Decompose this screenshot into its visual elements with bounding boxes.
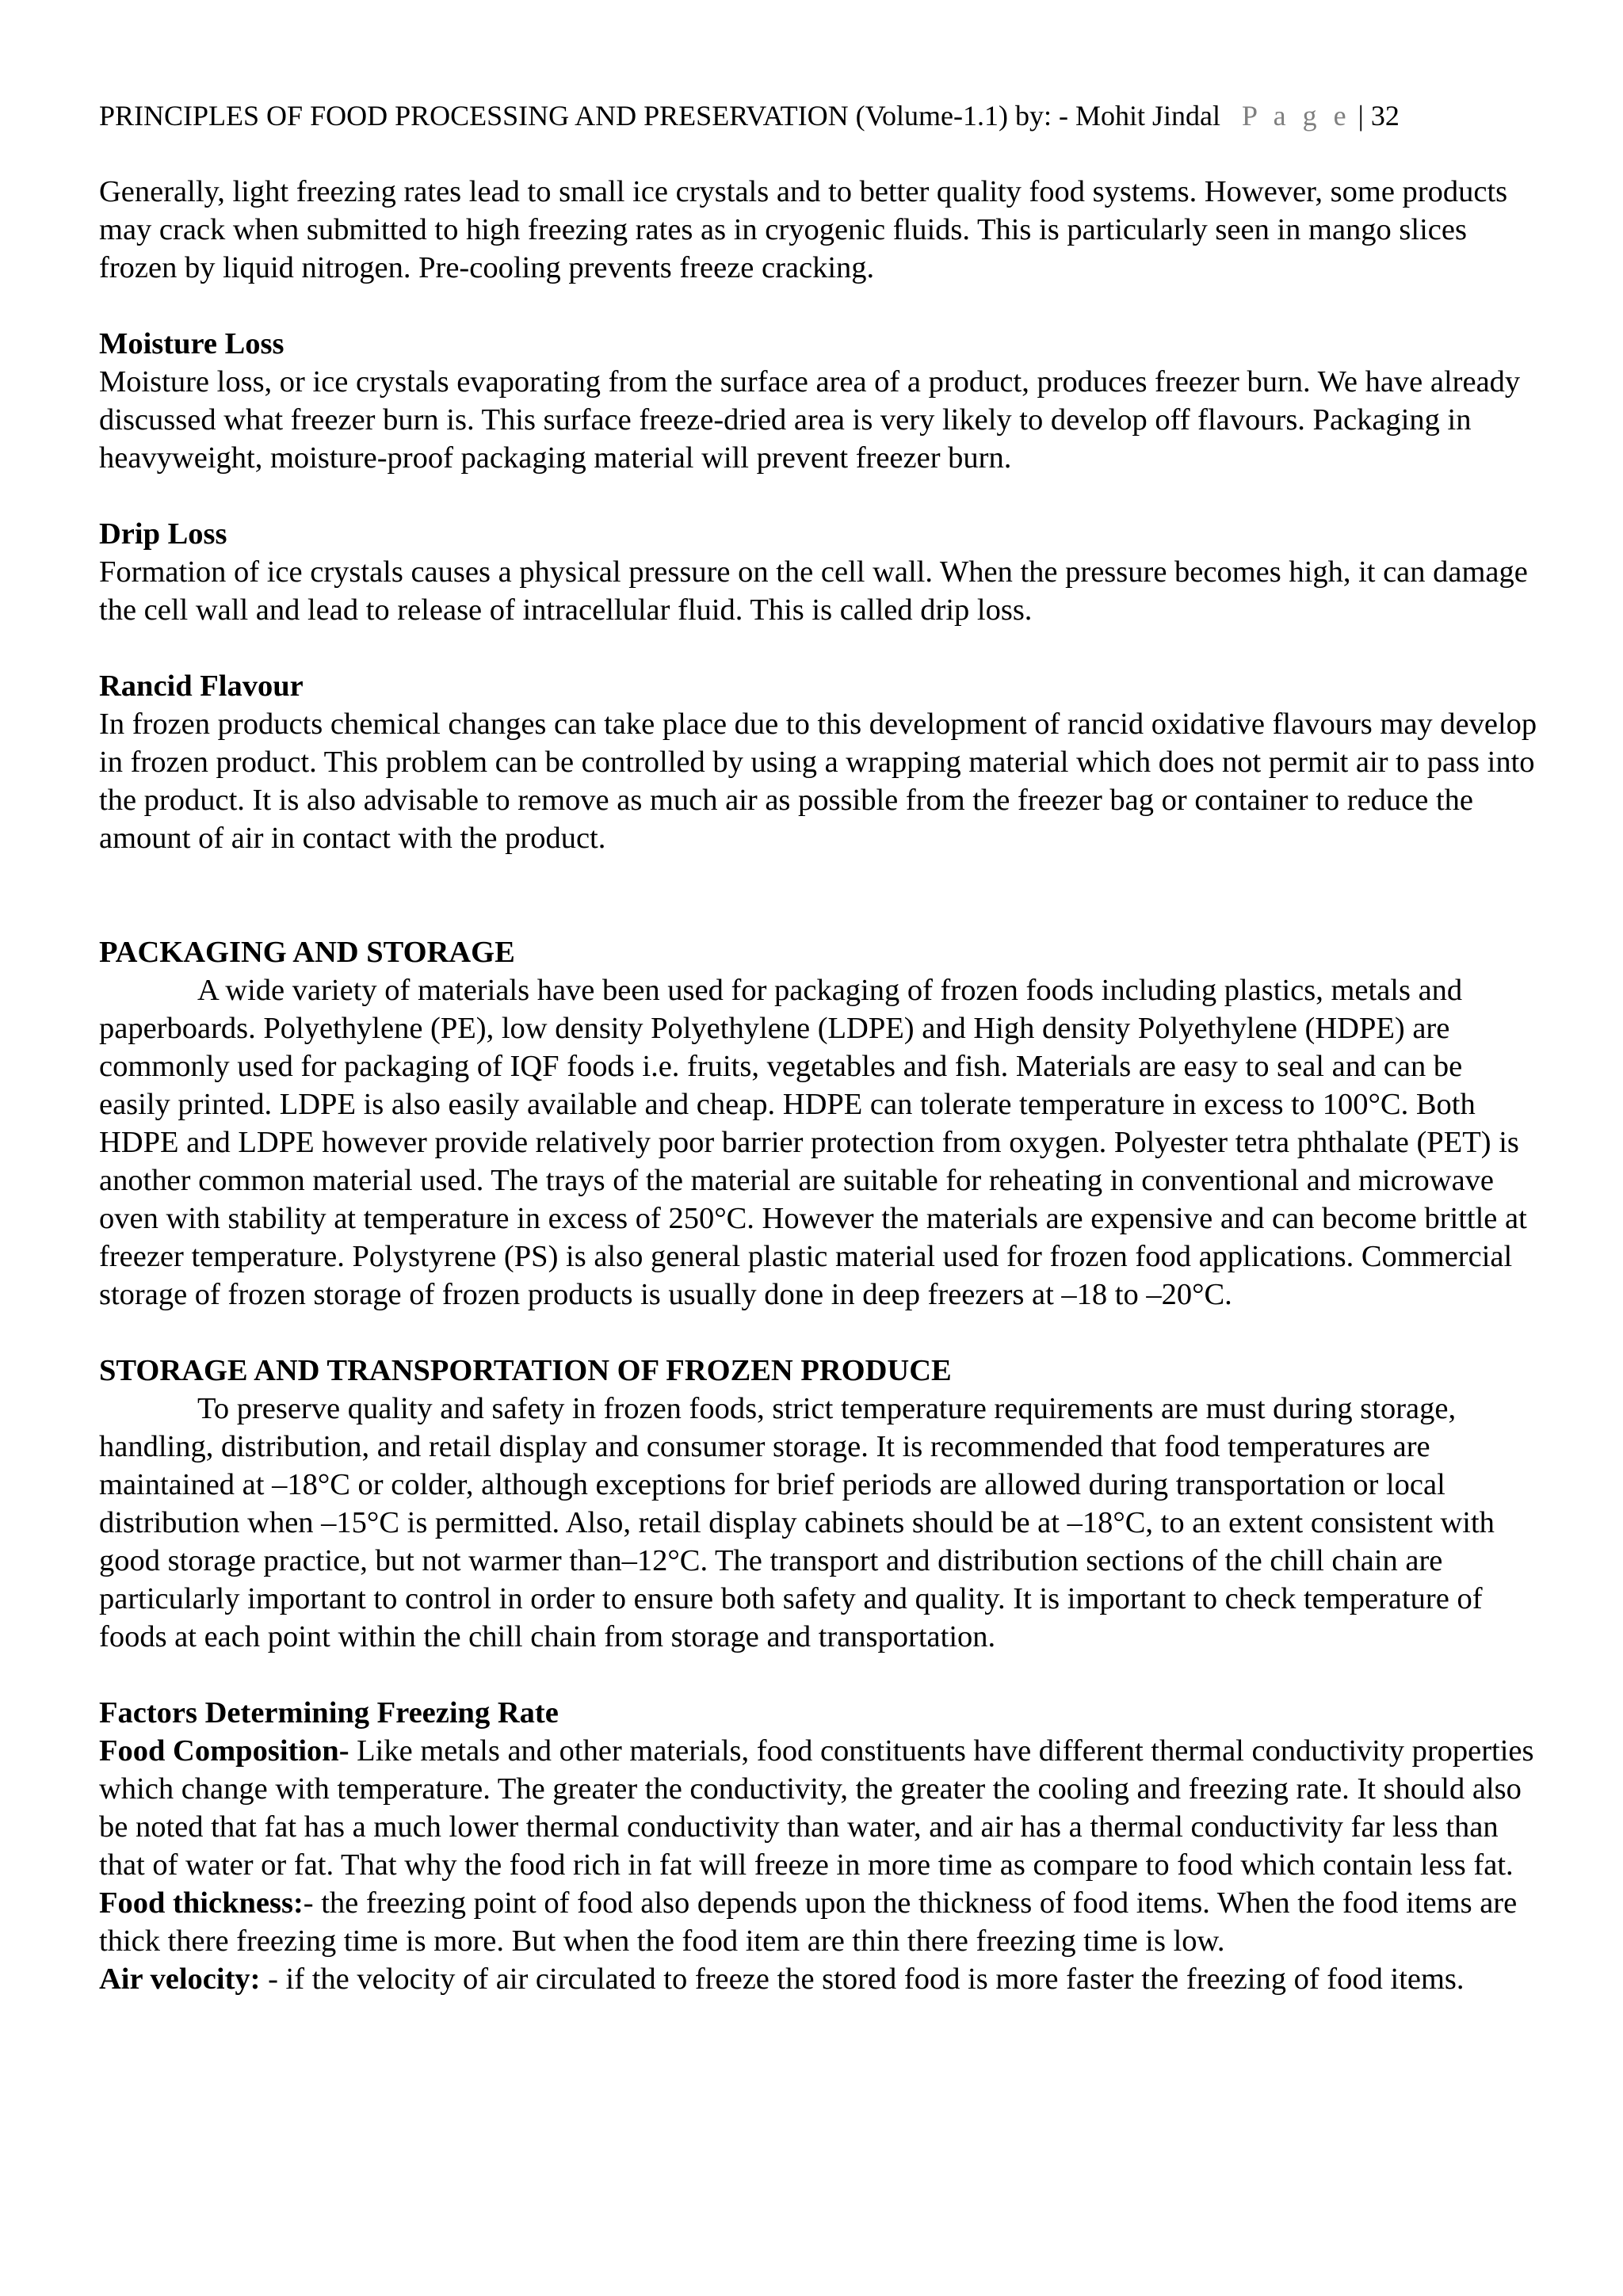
food-composition-text: Like metals and other materials, food constituents have different thermal conductivity properties which change with temperature. The greater the conductivity, the greater the cooling and freezing rate. It should also be noted that fat has a much lower thermal conductivity than water, and air has a thermal conductivity far less than that of water or fat. That why the food rich in fat will freeze in more time as compare to food which contain less fat.	[99, 1734, 1534, 1882]
page-header	[99, 97, 1400, 135]
storage-transportation-paragraph: To preserve quality and safety in frozen foods, strict temperature requirements are must during storage, handling, distribution, and retail display and consumer storage. It is recommended that food temperatures are maintained at –18°C or colder, although exceptions for brief periods are allowed during transportation or local distribution when –15°C is permitted. Also, retail display cabinets should be at –18°C, to an extent consistent with good storage practice, but not warmer than–12°C. The transport and distribution sections of the chill chain are particularly important to control in order to ensure both safety and quality. It is important to check temperature of foods at each point within the chill chain from storage and transportation.	[99, 1392, 1495, 1653]
storage-transportation-heading-text: STORAGE AND TRANSPORTATION OF FROZEN PRODUCE	[99, 1354, 952, 1387]
header-page-separator: |	[1350, 100, 1371, 132]
rancid-flavour-heading-text: Rancid Flavour	[99, 669, 304, 703]
spacer	[99, 1314, 1537, 1352]
food-composition-paragraph	[99, 1732, 1537, 1884]
freezing-rate-factors-heading	[99, 1694, 1537, 1732]
freezing-rate-factors-heading-text: Factors Determining Freezing Rate	[99, 1696, 559, 1730]
packaging-storage-heading-text: PACKAGING AND STORAGE	[99, 936, 515, 969]
rancid-flavour-heading	[99, 667, 1537, 705]
header-title: PRINCIPLES OF FOOD PROCESSING AND PRESERVATION (Volume-1.1) by: - Mohit Jindal	[99, 100, 1220, 132]
spacer	[99, 629, 1537, 667]
page-body	[99, 173, 1537, 1998]
header-page-word: P a g e	[1241, 100, 1351, 132]
food-thickness-text: - the freezing point of food also depends upon the thickness of food items. When the food items are thick there freezing time is more. But when the food item are thin there freezing time is low.	[99, 1886, 1518, 1958]
drip-loss-heading	[99, 515, 1537, 553]
spacer	[99, 1656, 1537, 1694]
rancid-flavour-paragraph: In frozen products chemical changes can take place due to this development of rancid oxidative flavours may develop in frozen product. This problem can be controlled by using a wrapping material which does not permit air to pass into the product. It is also advisable to remove as much air as possible from the freezer bag or container to reduce the amount of air in contact with the product.	[99, 707, 1537, 855]
spacer	[99, 287, 1537, 325]
drip-loss-heading-text: Drip Loss	[99, 517, 227, 551]
air-velocity-paragraph	[99, 1960, 1537, 1998]
spacer	[99, 477, 1537, 515]
packaging-storage-paragraph: A wide variety of materials have been used for packaging of frozen foods including plastics, metals and paperboards. Polyethylene (PE), low density Polyethylene (LDPE) and High density Polyethylene (HDPE) are commonly used for packaging of IQF foods i.e. fruits, vegetables and fish. Materials are easy to seal and can be easily printed. LDPE is also easily available and cheap. HDPE can tolerate temperature in excess to 100°C. Both HDPE and LDPE however provide relatively poor barrier protection from oxygen. Polyester tetra phthalate (PET) is another common material used. The trays of the material are suitable for reheating in conventional and microwave oven with stability at temperature in excess of 250°C. However the materials are expensive and can become brittle at freezer temperature. Polystyrene (PS) is also general plastic material used for frozen food applications. Commercial storage of frozen storage of frozen products is usually done in deep freezers at –18 to –20°C.	[99, 974, 1527, 1311]
food-thickness-paragraph	[99, 1884, 1537, 1960]
moisture-loss-paragraph: Moisture loss, or ice crystals evaporating from the surface area of a product, produces freezer burn. We have already discussed what freezer burn is. This surface freeze-dried area is very likely to develop off flavours. Packaging in heavyweight, moisture-proof packaging material will prevent freezer burn.	[99, 365, 1521, 475]
header-page-number: 32	[1370, 100, 1400, 132]
food-thickness-label: Food thickness:	[99, 1886, 304, 1920]
moisture-loss-heading-text: Moisture Loss	[99, 327, 285, 360]
moisture-loss-heading	[99, 325, 1537, 363]
intro-paragraph: Generally, light freezing rates lead to small ice crystals and to better quality food systems. However, some products may crack when submitted to high freezing rates as in cryogenic fluids. This is particularly seen in mango slices frozen by liquid nitrogen. Pre-cooling prevents freeze cracking.	[99, 175, 1508, 284]
drip-loss-paragraph: Formation of ice crystals causes a physical pressure on the cell wall. When the pressure becomes high, it can damage the cell wall and lead to release of intracellular fluid. This is called drip loss.	[99, 555, 1528, 627]
air-velocity-text: - if the velocity of air circulated to freeze the stored food is more faster the freezing of food items.	[260, 1962, 1465, 1996]
packaging-storage-heading	[99, 933, 1537, 971]
storage-transportation-heading	[99, 1352, 1537, 1390]
spacer	[99, 857, 1537, 933]
air-velocity-label: Air velocity:	[99, 1962, 261, 1996]
food-composition-label: Food Composition-	[99, 1734, 349, 1768]
